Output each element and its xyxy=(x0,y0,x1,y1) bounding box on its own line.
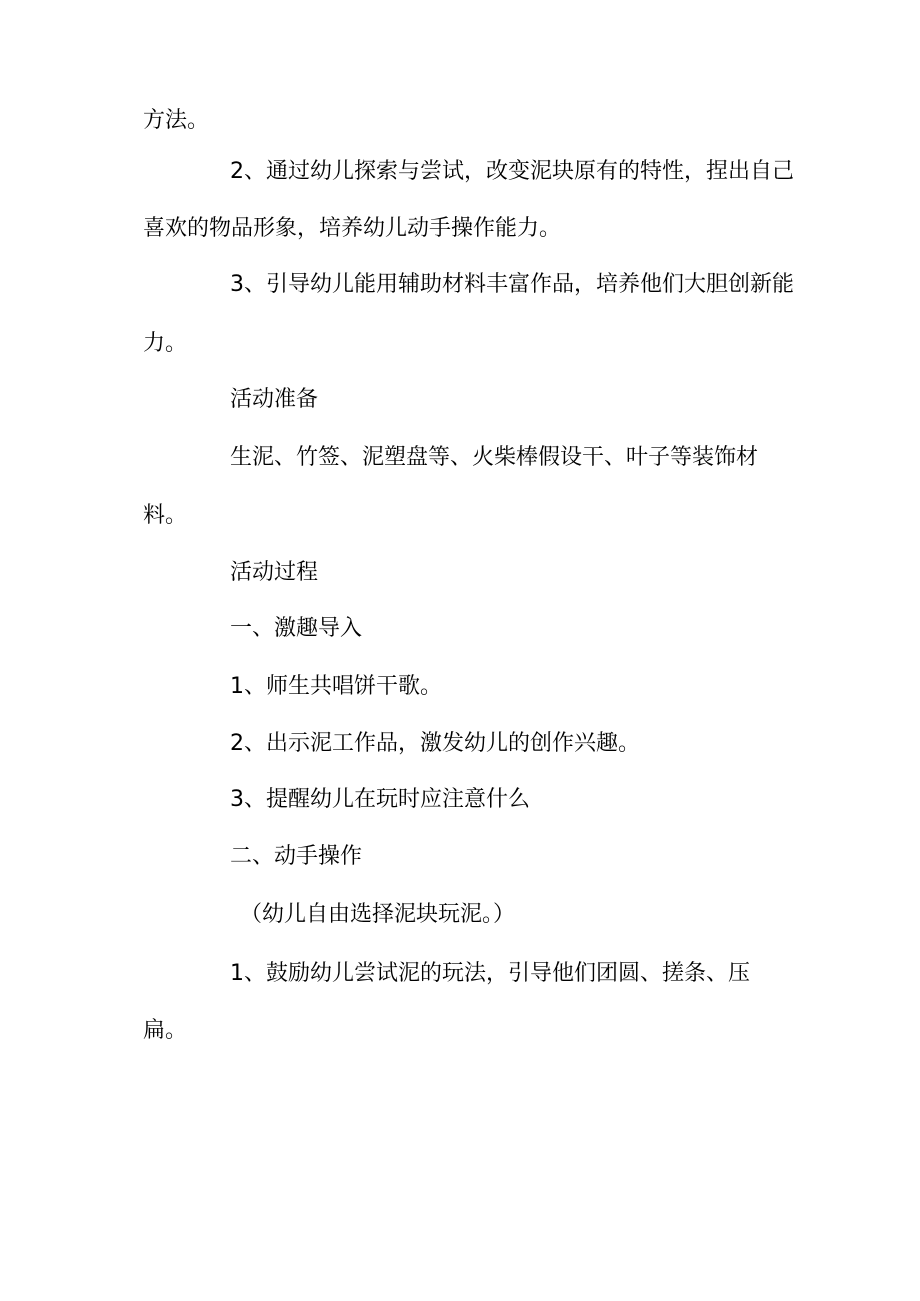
section-heading: 活动准备 xyxy=(230,387,319,412)
text-line: 生泥、竹签、泥塑盘等、火柴棒假设干、叶子等装饰材 xyxy=(230,445,759,470)
text-line: 3、引导幼儿能用辅助材料丰富作品，培养他们大胆创新能 xyxy=(230,272,794,297)
text-line: 喜欢的物品形象，培养幼儿动手操作能力。 xyxy=(143,216,562,241)
text-line: 力。 xyxy=(143,331,188,356)
text-line: 3、提醒幼儿在玩时应注意什么 xyxy=(230,787,530,812)
text-line: 料。 xyxy=(143,503,188,528)
text-line: 方法。 xyxy=(143,108,210,133)
text-line: 2、出示泥工作品，激发幼儿的创作兴趣。 xyxy=(230,731,640,756)
text-line: 扁。 xyxy=(143,1018,188,1043)
text-line: 1、鼓励幼儿尝试泥的玩法，引导他们团圆、搓条、压 xyxy=(230,961,750,986)
section-heading: 活动过程 xyxy=(230,560,319,585)
text-line: （幼儿自由选择泥块玩泥。） xyxy=(240,902,516,927)
text-line: 1、师生共唱饼干歌。 xyxy=(230,674,442,699)
text-line: 2、通过幼儿探索与尝试，改变泥块原有的特性，捏出自己 xyxy=(230,159,794,184)
subsection-heading: 一、激趣导入 xyxy=(230,616,363,641)
subsection-heading: 二、动手操作 xyxy=(230,844,363,869)
